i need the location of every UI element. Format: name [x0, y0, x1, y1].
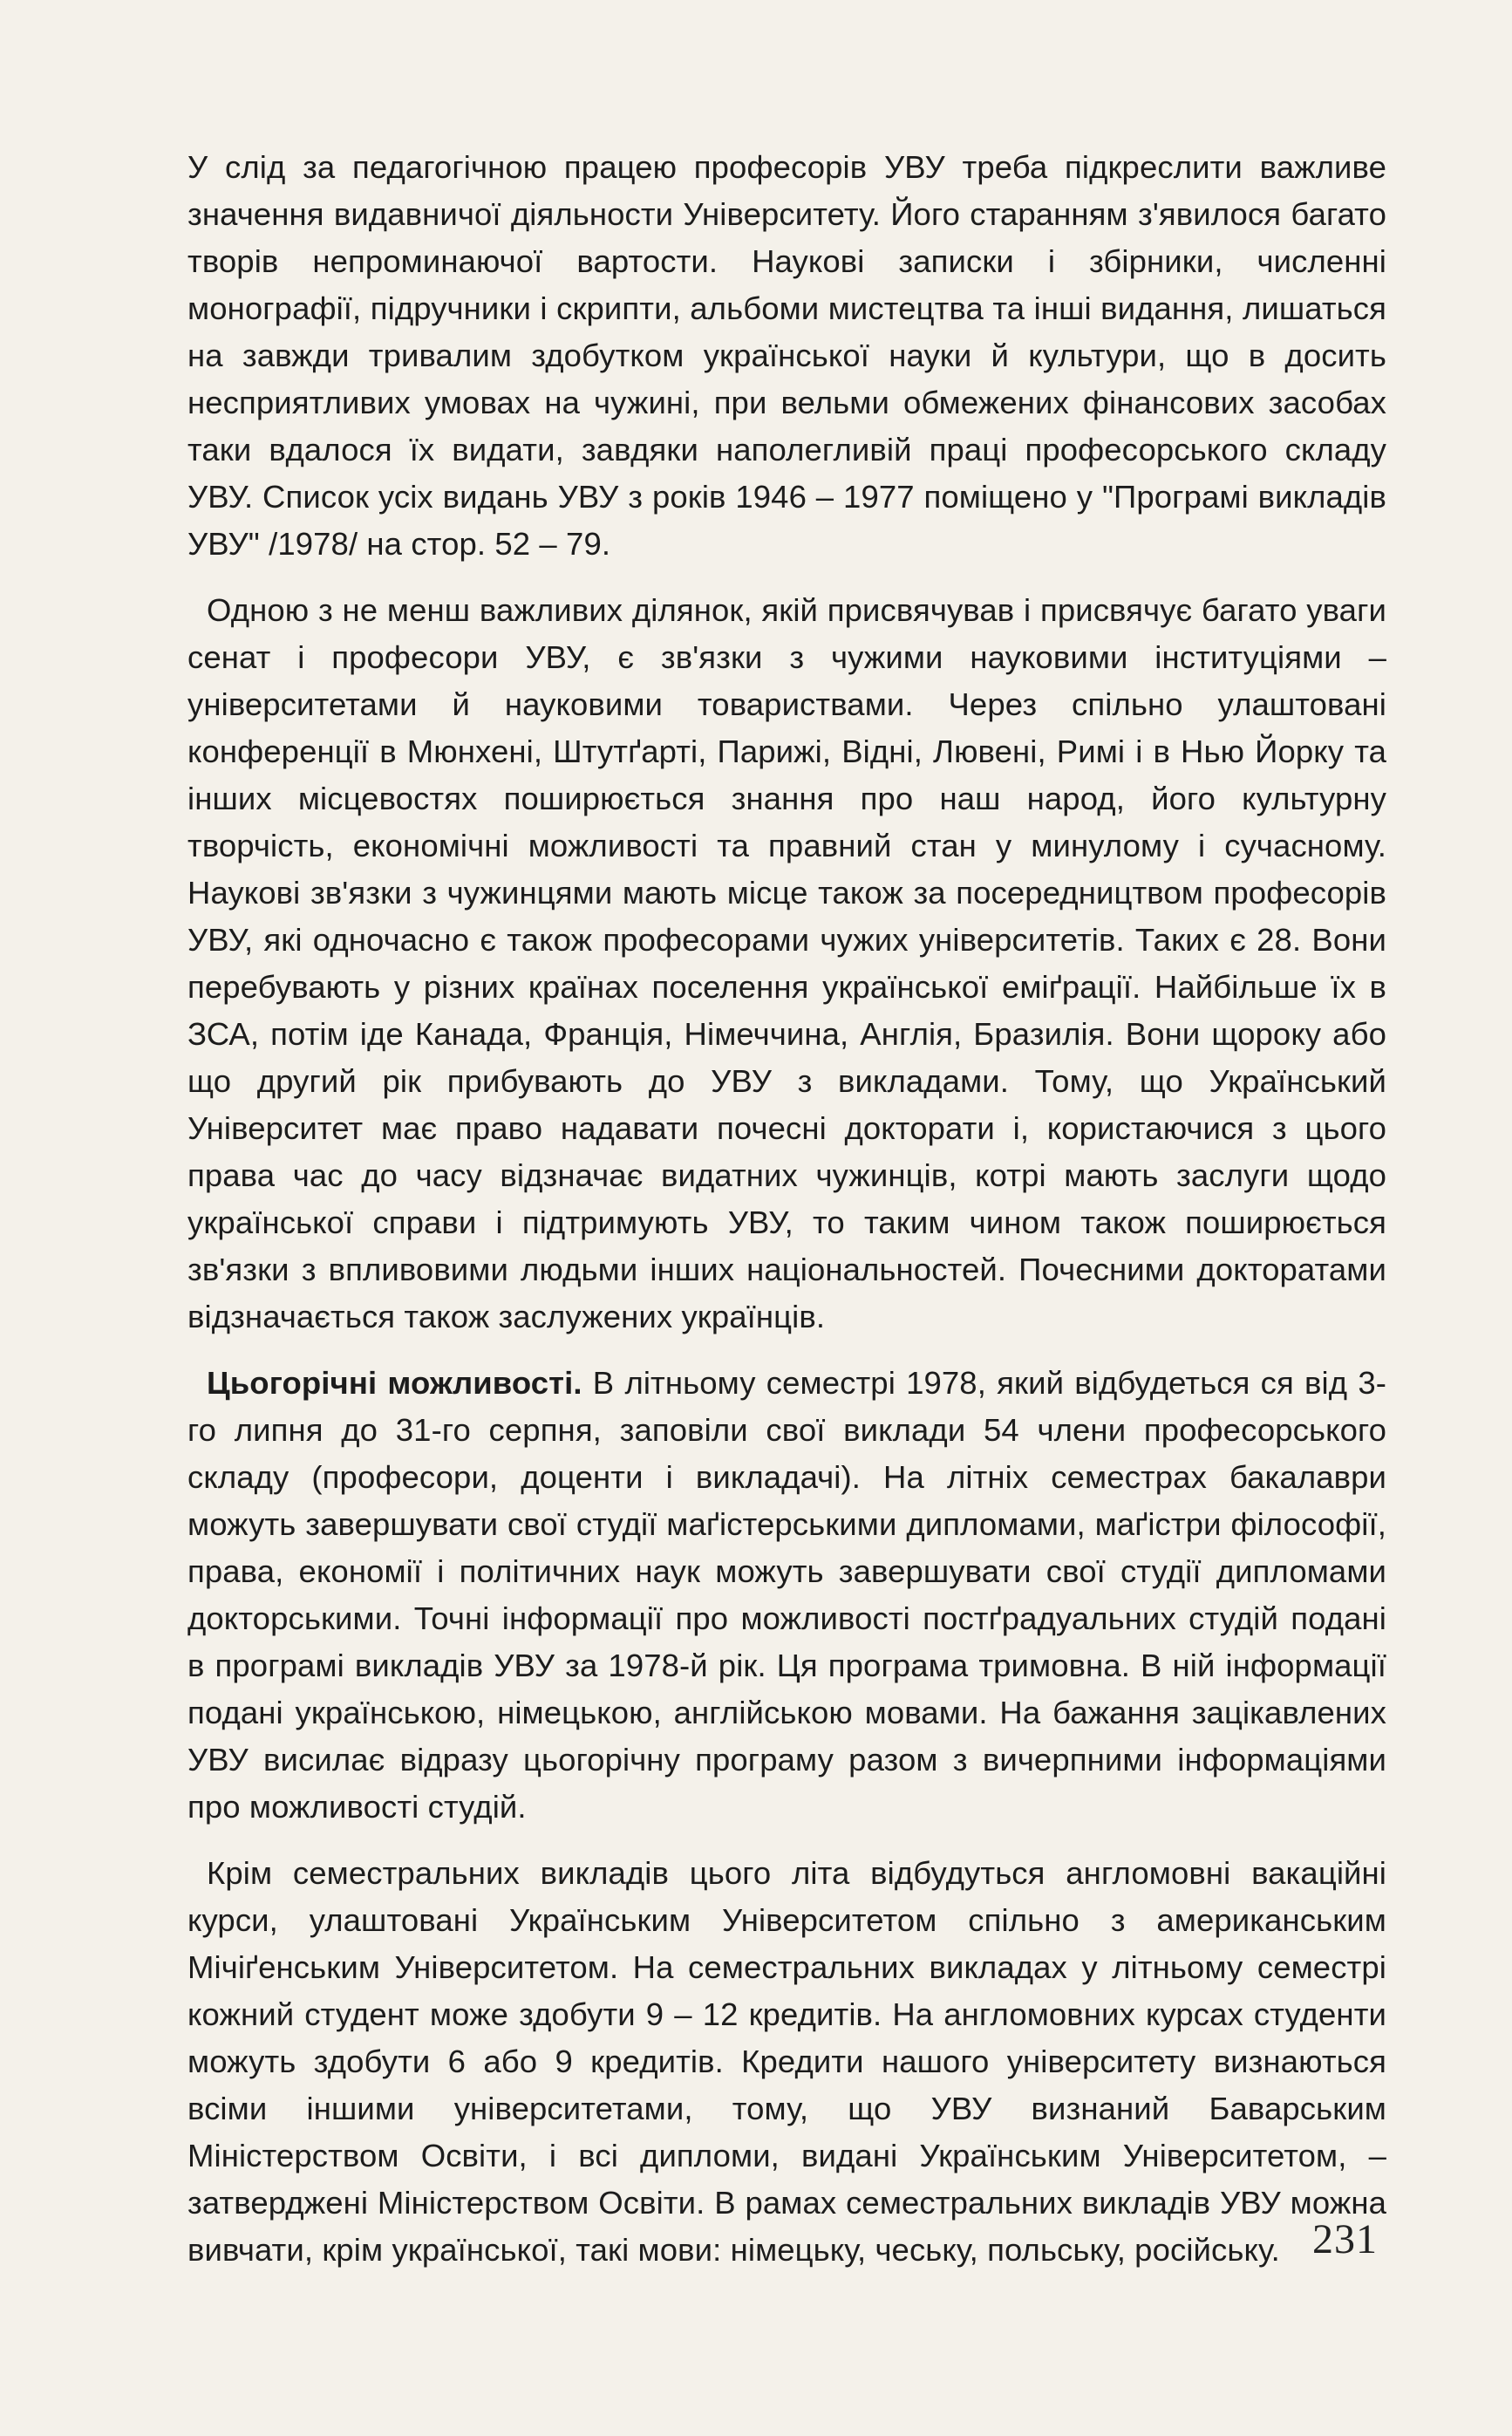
paragraph-text: Одною з не менш важливих ділянок, якій присвячував і присвячує багато уваги сенат і професори УВУ, є зв'язки з чужими науковими інституціями – університетами й науковими товариствами. Через спільно улаштовані конференції в Мюнхені, Штутґарті, Парижі, Відні, Лювені, Римі і в Нью Йорку та інших місцевостях поширюється знання про наш народ, його культурну творчість, економічні можливості та правний стан у минулому і сучасному. Наукові зв'язки з чужинцями мають місце також за посередництвом професорів УВУ, які одночасно є також професорами чужих університетів. Таких є 28. Вони перебувають у різних країнах поселення української еміґрації. Найбільше їх в ЗСА, потім іде Канада, Франція, Німеччина, Англія, Бразилія. Вони щороку або що другий рік прибувають до УВУ з викладами. Тому, що Український Університет має право надавати почесні докторати і, користаючися з цього права час до часу відзначає видатних чужинців, котрі мають заслуги щодо української справи і підтримують УВУ, то таким чином також поширюється зв'язки з впливовими людьми інших національностей. Почесними докторатами відзначається також заслужених українців. — [187, 592, 1386, 1334]
paragraph-foreign-relations — [187, 587, 1386, 1341]
section-heading: Цьогорічні можливості. — [207, 1365, 582, 1401]
paragraph-publishing — [187, 144, 1386, 568]
page-number: 231 — [1312, 2216, 1378, 2262]
paragraph-text: В літньому семестрі 1978, який відбудеться ся від 3-го липня до 31-го серпня, заповіли свої виклади 54 члени професорського складу (професори, доценти і викладачі). На літніх семестрах бакалаври можуть завершувати свої студії маґістерськими дипломами, маґістри філософії, права, економії і політичних наук можуть завершувати свої студії дипломами докторськими. Точні інформації про можливості постґрадуальних студій подані в програмі викладів УВУ за 1978-й рік. Ця програма тримовна. В ній інформації подані українською, німецькою, англійською мовами. На бажання зацікавлених УВУ висилає відразу цьогорічну програму разом з вичерпними інформаціями про можливості студій. — [187, 1365, 1386, 1825]
paragraph-current-opportunities — [187, 1360, 1386, 1831]
body-text — [187, 144, 1386, 2274]
paragraph-text: У слід за педагогічною працею професорів УВУ треба підкреслити важливе значення видавничої діяльности Університету. Його старанням з'явилося багато творів непроминаючої вартости. Наукові записки і збірники, численні монографії, підручники і скрипти, альбоми мистецтва та інші видання, лишаться на завжди тривалим здобутком української науки й культури, що в досить несприятливих умовах на чужині, при вельми обмежених фінансових засобах таки вдалося їх видати, завдяки наполегливій праці професорського складу УВУ. Список усіх видань УВУ з років 1946 – 1977 поміщено у "Програмі викладів УВУ" /1978/ на стор. 52 – 79. — [187, 149, 1386, 562]
paragraph-summer-courses — [187, 1850, 1386, 2274]
paragraph-text: Крім семестральних викладів цього літа відбудуться англомовні вакаційні курси, улаштовані Українським Університетом спільно з американським Мічіґенським Університетом. На семестральних викладах у літньому семестрі кожний студент може здобути 9 – 12 кредитів. На англомовних курсах студенти можуть здобути 6 або 9 кредитів. Кредити нашого університету визнаються всіми іншими університетами, тому, що УВУ визнаний Баварським Міністерством Освіти, і всі дипломи, видані Українським Університетом, – затверджені Міністерством Освіти. В рамах семестральних викладів УВУ можна вивчати, крім української, такі мови: німецьку, чеську, польську, російську. — [187, 1855, 1386, 2268]
